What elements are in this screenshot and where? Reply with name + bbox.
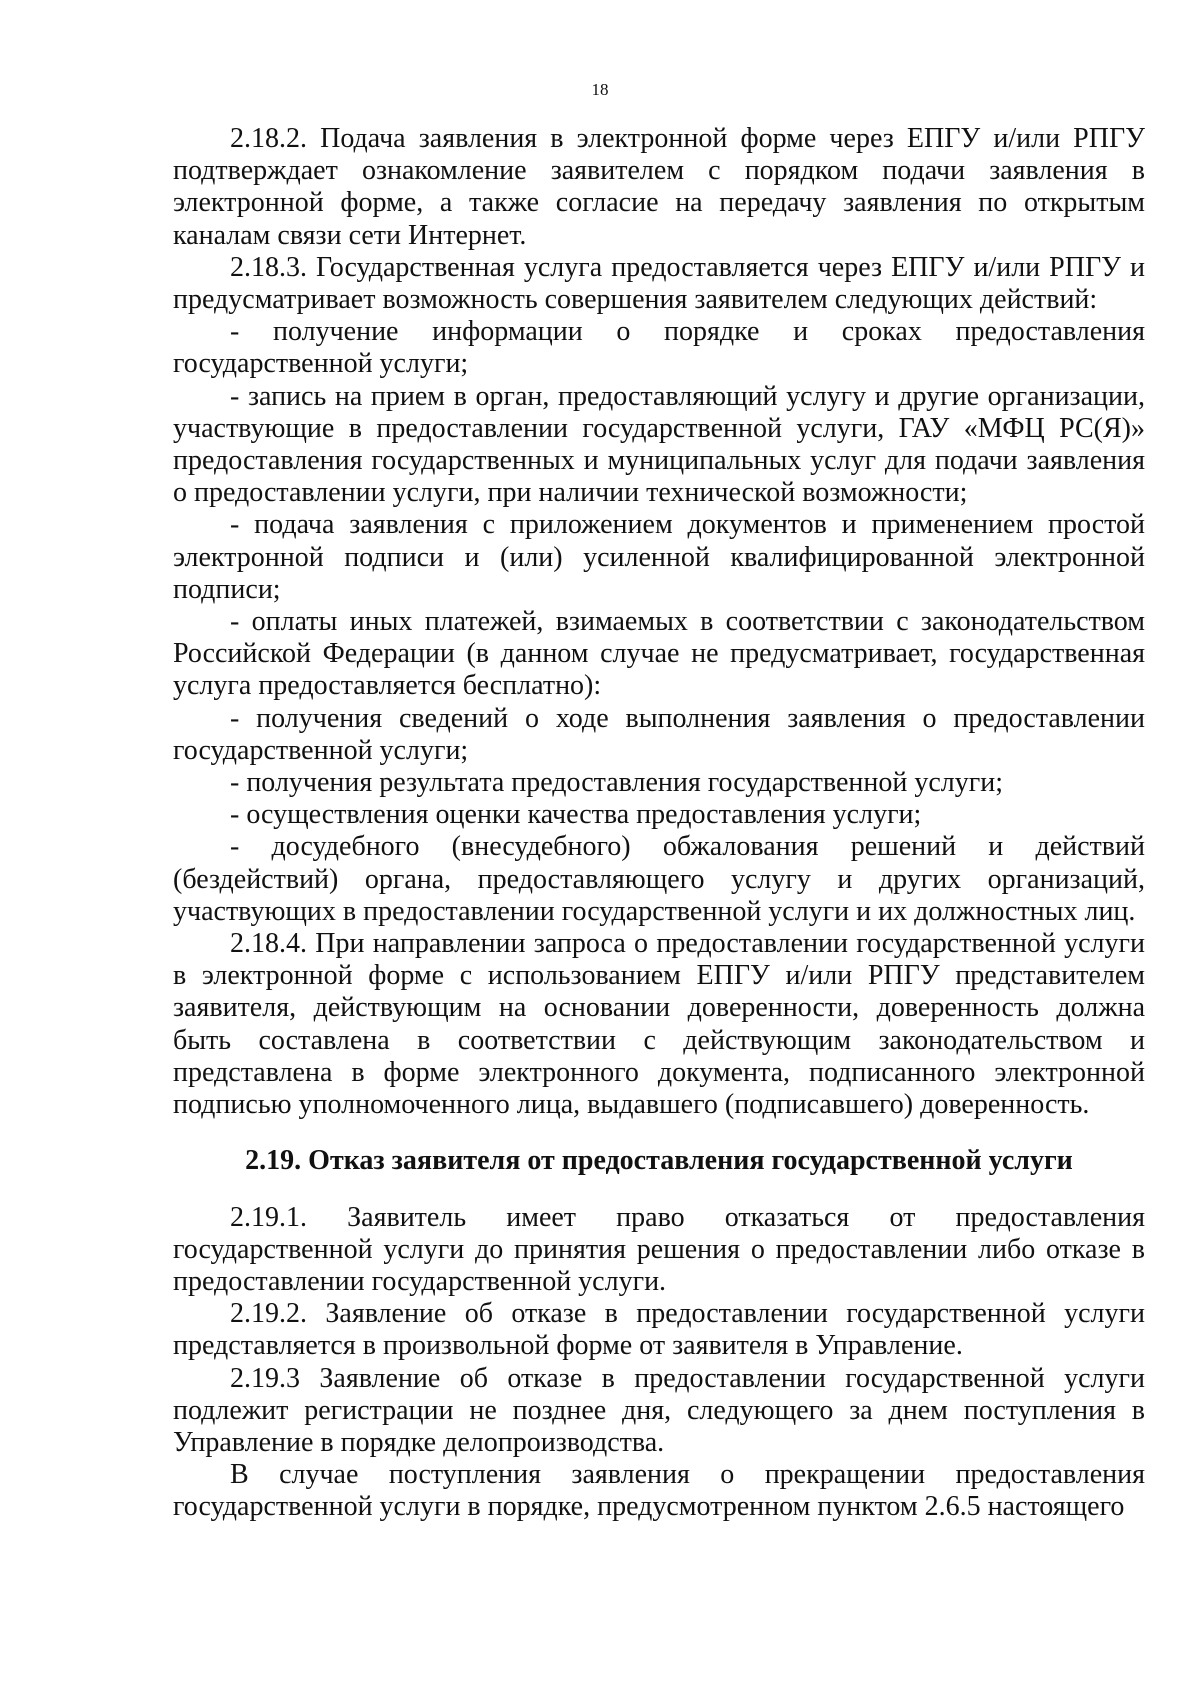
- list-item-info: - получение информации о порядке и сроках предоставления государственной услуги;: [173, 316, 1145, 380]
- paragraph-2-19-2: 2.19.2. Заявление об отказе в предоставлении государственной услуги представляется в произвольной форме от заявителя в Управление.: [173, 1298, 1145, 1362]
- list-item-submission: - подача заявления с приложением документов и применением простой электронной подписи и (или) усиленной квалифицированной электронной подписи;: [173, 509, 1145, 605]
- list-item-result: - получения результата предоставления государственной услуги;: [230, 767, 1003, 799]
- paragraph-2-18-3: 2.18.3. Государственная услуга предоставляется через ЕПГУ и/или РПГУ и предусматривает возможность совершения заявителем следующих действий:: [173, 251, 1145, 316]
- section-heading-2-19: 2.19. Отказ заявителя от предоставления государственной услуги: [245, 1145, 1073, 1177]
- paragraph-2-19-3: 2.19.3 Заявление об отказе в предоставлении государственной услуги подлежит регистрации не позднее дня, следующего за днем поступления в Управление в порядке делопроизводства.: [173, 1362, 1145, 1458]
- list-item-appointment: - запись на прием в орган, предоставляющий услугу и другие организации, участвующие в предоставлении государственной услуги, ГАУ «МФЦ РС(Я)» предоставления государственных и муниципальных услуг для подачи заявления о предоставлении услуги, при наличии технической возможности;: [173, 380, 1145, 509]
- paragraph-2-19-1: 2.19.1. Заявитель имеет право отказаться от предоставления государственной услуги до принятия решения о предоставлении либо отказе в предоставлении государственной услуги.: [173, 1201, 1145, 1297]
- list-item-quality: - осуществления оценки качества предоставления услуги;: [230, 799, 922, 831]
- list-item-status: - получения сведений о ходе выполнения заявления о предоставлении государственной услуги;: [173, 702, 1145, 766]
- document-body: [173, 123, 1145, 1524]
- paragraph-termination: В случае поступления заявления о прекращении предоставления государственной услуги в порядке, предусмотренном пунктом 2.6.5 настоящего: [173, 1459, 1145, 1523]
- paragraph-2-18-4: 2.18.4. При направлении запроса о предоставлении государственной услуги в электронной форме с использованием ЕПГУ и/или РПГУ представителем заявителя, действующим на основании доверенности, доверенность должна быть составлена в соответствии с действующим законодательством и представлена в форме электронного документа, подписанного электронной подписью уполномоченного лица, выдавшего (подписавшего) доверенность.: [173, 928, 1145, 1121]
- list-item-appeal: - досудебного (внесудебного) обжалования решений и действий (бездействий) органа, предоставляющего услугу и других организаций, участвующих в предоставлении государственной услуги и их должностных лиц.: [173, 831, 1145, 927]
- page-number: 18: [591, 80, 609, 99]
- paragraph-2-18-2: 2.18.2. Подача заявления в электронной форме через ЕПГУ и/или РПГУ подтверждает ознакомление заявителем с порядком подачи заявления в электронной форме, а также согласие на передачу заявления по открытым каналам связи сети Интернет.: [173, 123, 1145, 251]
- list-item-payments: - оплаты иных платежей, взимаемых в соответствии с законодательством Российской Федерации (в данном случае не предусматривает, государственная услуга предоставляется бесплатно):: [173, 606, 1145, 702]
